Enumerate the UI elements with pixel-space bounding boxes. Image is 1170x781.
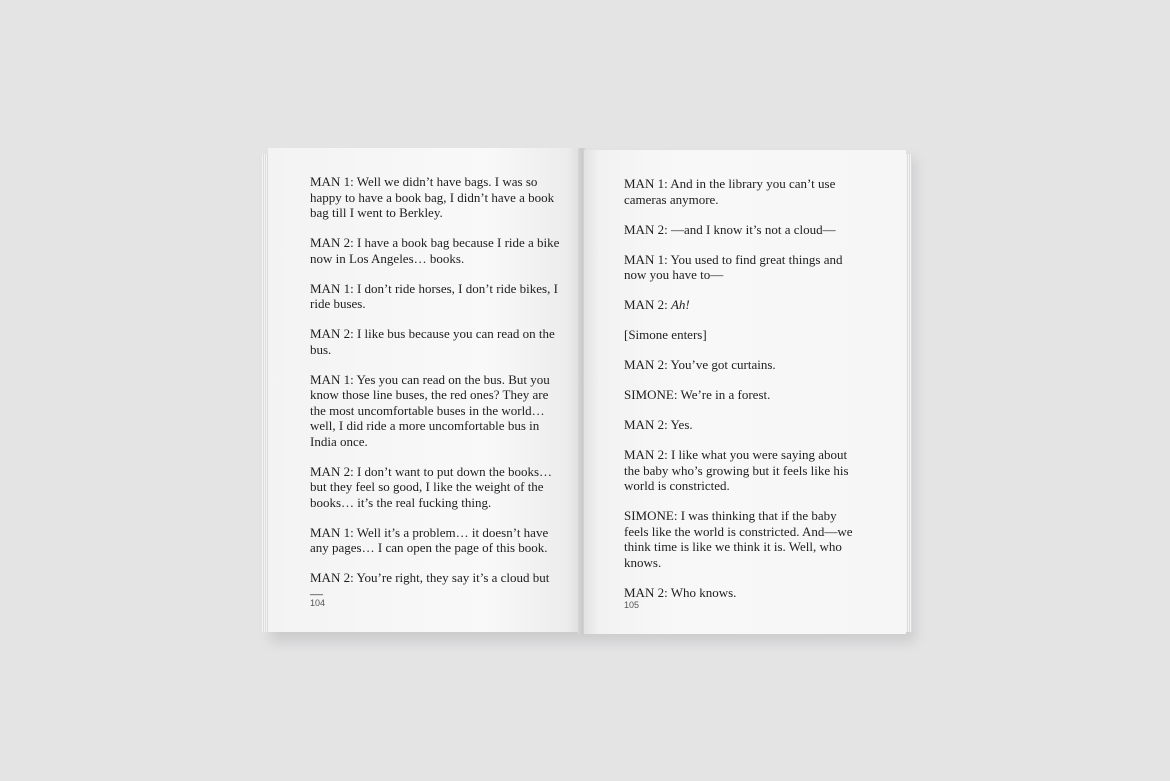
left-page: [268, 148, 580, 632]
left-page-text: [310, 174, 560, 616]
dialogue-line: SIMONE: I was thinking that if the baby feels like the world is constricted. And—we think time is like we think it is. Well, who knows.: [624, 508, 853, 570]
dialogue-line: MAN 2: —and I know it’s not a cloud—: [624, 221, 836, 237]
dialogue-line: MAN 1: I don’t ride horses, I don’t ride bikes, I ride buses.: [310, 280, 558, 311]
dialogue-line: MAN 2: I have a book bag because I ride a bike now in Los Angeles… books.: [310, 235, 560, 266]
italic-exclamation: Ah!: [670, 297, 690, 312]
dialogue-line: MAN 2: Yes.: [624, 417, 693, 432]
dialogue-line: MAN 1: Well we didn’t have bags. I was so happy to have a book bag, I didn’t have a book bag till I went to Berkley.: [310, 174, 555, 220]
dialogue-line: MAN 2: You’re right, they say it’s a cloud but—: [310, 570, 550, 601]
dialogue-line: MAN 1: Yes you can read on the bus. But you know those line buses, the red ones? They are the most uncomfortable buses in the world… well, I did ride a more uncomfortable bus in India once.: [310, 371, 550, 449]
dialogue-line: MAN 2: I don’t want to put down the books… but they feel so good, I like the weight of the books… it’s the real fucking thing.: [310, 463, 553, 510]
dialogue-line: SIMONE: We’re in a forest.: [624, 387, 771, 402]
right-page-text: [624, 176, 864, 615]
page-number: 104: [310, 598, 326, 608]
right-page: [584, 150, 906, 634]
dialogue-line: MAN 1: You used to find great things and now you have to—: [624, 251, 843, 282]
page-number: 105: [624, 600, 640, 610]
dialogue-line: MAN 1: And in the library you can’t use cameras anymore.: [624, 176, 836, 207]
stage-direction: [Simone enters]: [624, 327, 707, 342]
dialogue-line: MAN 2: You’ve got curtains.: [624, 357, 776, 372]
dialogue-line: MAN 2: I like bus because you can read on the bus.: [310, 326, 555, 357]
open-book: [262, 148, 912, 636]
page-edges-right: [906, 154, 912, 632]
dialogue-line: MAN 2: Ah!: [624, 297, 690, 312]
dialogue-line: MAN 2: I like what you were saying about the baby who’s growing but it feels like his world is constricted.: [624, 447, 849, 493]
dialogue-line: MAN 2: Who knows.: [624, 584, 737, 600]
dialogue-line: MAN 1: Well it’s a problem… it doesn’t have any pages… I can open the page of this book.: [310, 524, 549, 555]
